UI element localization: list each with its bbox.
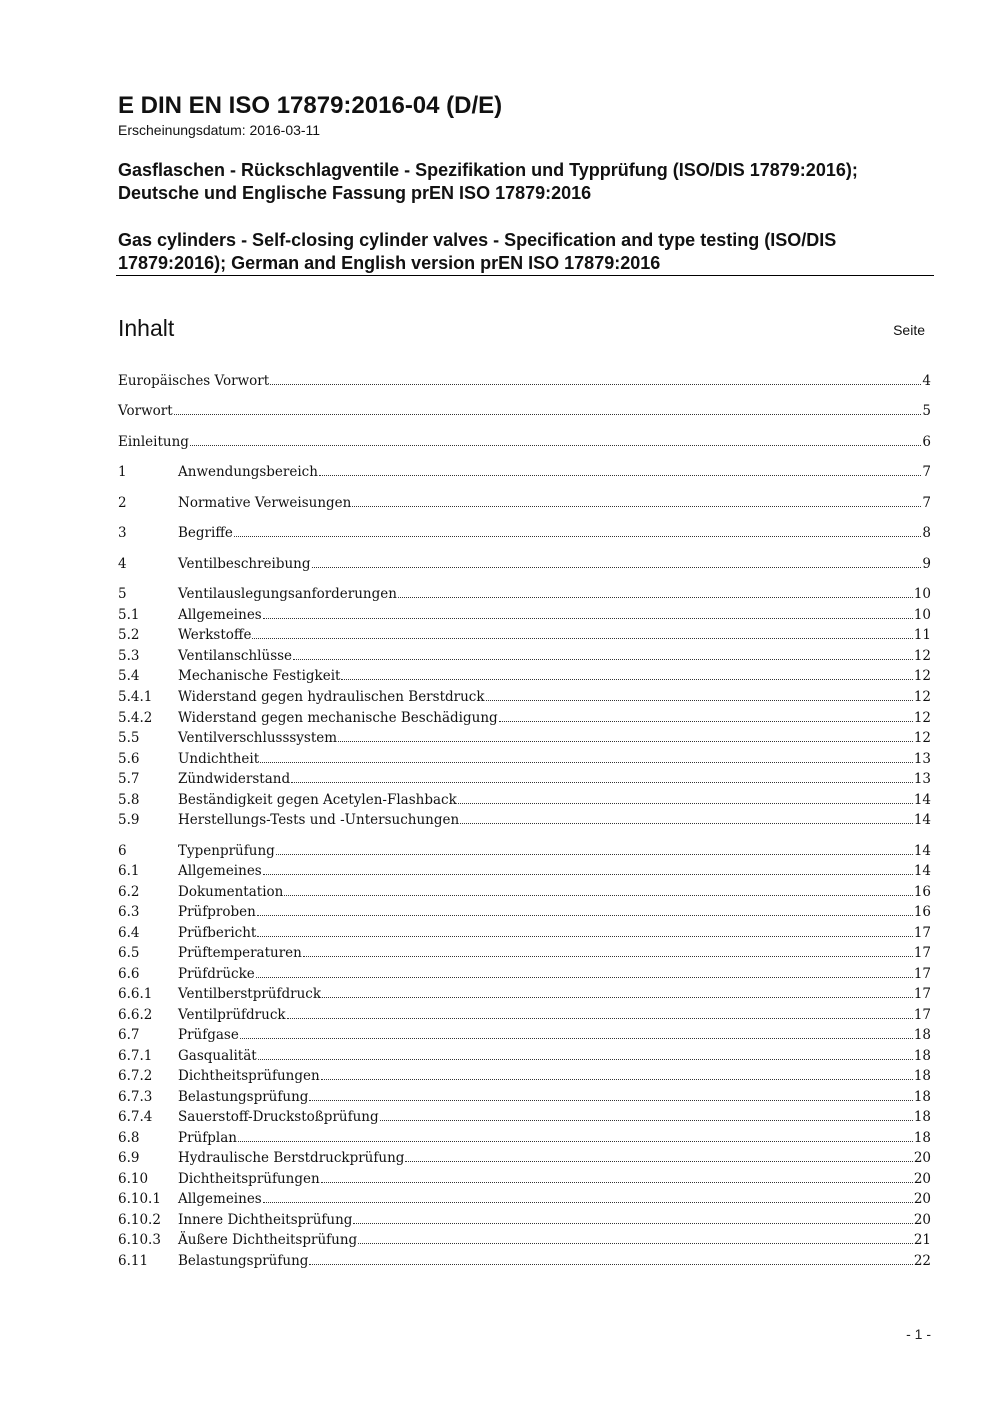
toc-entry[interactable] xyxy=(118,1169,931,1189)
toc-dot-leader xyxy=(486,688,913,701)
toc-dot-leader xyxy=(257,903,913,916)
toc-entry-page: 16 xyxy=(913,884,931,900)
toc-dot-leader xyxy=(276,842,913,855)
toc-entry-title: Begriffe xyxy=(178,525,233,541)
toc-entry-number: 5.2 xyxy=(118,627,140,643)
toc-entry[interactable] xyxy=(118,1128,931,1148)
toc-entry-page: 14 xyxy=(913,792,931,808)
toc-entry-number: 6.5 xyxy=(118,945,140,961)
toc-entry-page: 11 xyxy=(913,627,931,643)
toc-entry[interactable] xyxy=(118,790,931,810)
toc-dot-leader xyxy=(174,402,922,415)
toc-entry[interactable] xyxy=(118,902,931,922)
toc-entry-page: 7 xyxy=(922,464,931,480)
toc-dot-leader xyxy=(258,1047,913,1060)
toc-entry-page: 10 xyxy=(913,586,931,602)
toc-dot-leader xyxy=(309,1252,912,1265)
toc-entry[interactable] xyxy=(118,523,931,543)
toc-entry[interactable] xyxy=(118,1005,931,1025)
toc-entry-page: 10 xyxy=(913,607,931,623)
toc-entry-number: 5.5 xyxy=(118,730,140,746)
toc-dot-leader xyxy=(284,883,912,896)
toc-entry[interactable] xyxy=(118,749,931,769)
toc-entry-page: 12 xyxy=(913,730,931,746)
page-number: - 1 - xyxy=(906,1326,931,1342)
toc-entry-number: 5 xyxy=(118,586,127,602)
toc-entry-number: 6.11 xyxy=(118,1253,149,1269)
toc-entry-page: 13 xyxy=(913,751,931,767)
toc-dot-leader xyxy=(190,433,921,446)
toc-entry-title: Innere Dichtheitsprüfung xyxy=(178,1212,353,1228)
toc-dot-leader xyxy=(353,1211,912,1224)
toc-entry[interactable] xyxy=(118,1210,931,1230)
toc-entry-page: 17 xyxy=(913,1007,931,1023)
document-title: E DIN EN ISO 17879:2016-04 (D/E) xyxy=(118,92,503,119)
toc-entry-number: 4 xyxy=(118,556,127,572)
toc-entry-title: Prüfgase xyxy=(178,1027,239,1043)
toc-entry-title: Vorwort xyxy=(118,403,173,419)
toc-entry-number: 6.10.1 xyxy=(118,1191,161,1207)
toc-entry-number: 3 xyxy=(118,525,127,541)
toc-entry-title: Ventilberstprüfdruck xyxy=(178,986,322,1002)
toc-entry-title: Ventilanschlüsse xyxy=(178,648,293,664)
toc-entry-number: 5.4.2 xyxy=(118,710,153,726)
toc-entry-page: 5 xyxy=(922,403,931,419)
toc-dot-leader xyxy=(398,585,913,598)
toc-entry-title: Prüfproben xyxy=(178,904,256,920)
toc-entry-page: 4 xyxy=(922,373,931,389)
toc-entry-number: 6.4 xyxy=(118,925,140,941)
toc-entry[interactable] xyxy=(118,943,931,963)
toc-entry[interactable] xyxy=(118,462,931,482)
toc-entry[interactable] xyxy=(118,841,931,861)
toc-entry-number: 6.10 xyxy=(118,1171,149,1187)
toc-entry[interactable] xyxy=(118,984,931,1004)
toc-entry-title: Typenprüfung xyxy=(178,843,275,859)
toc-entry-number: 5.4 xyxy=(118,668,140,684)
toc-dot-leader xyxy=(338,729,913,742)
toc-entry-title: Normative Verweisungen xyxy=(178,495,352,511)
toc-entry-title: Beständigkeit gegen Acetylen-Flashback xyxy=(178,792,457,808)
toc-dot-leader xyxy=(309,1088,912,1101)
toc-entry-number: 6.7.1 xyxy=(118,1048,153,1064)
toc-dot-leader xyxy=(358,1231,913,1244)
toc-entry[interactable] xyxy=(118,432,931,452)
toc-entry[interactable] xyxy=(118,923,931,943)
toc-entry-title: Herstellungs-Tests und -Untersuchungen xyxy=(178,812,460,828)
toc-entry-number: 2 xyxy=(118,495,127,511)
toc-entry-title: Allgemeines xyxy=(178,863,262,879)
toc-dot-leader xyxy=(252,626,912,639)
toc-entry-title: Dichtheitsprüfungen xyxy=(178,1068,320,1084)
toc-entry-number: 5.1 xyxy=(118,607,140,623)
toc-dot-leader xyxy=(322,985,913,998)
toc-entry[interactable] xyxy=(118,708,931,728)
toc-heading: Inhalt xyxy=(118,315,175,341)
toc-dot-leader xyxy=(293,647,913,660)
toc-entry[interactable] xyxy=(118,769,931,789)
toc-dot-leader xyxy=(234,524,922,537)
toc-entry-title: Einleitung xyxy=(118,434,189,450)
toc-entry-page: 18 xyxy=(913,1068,931,1084)
toc-entry-page: 8 xyxy=(922,525,931,541)
toc-dot-leader xyxy=(238,1129,913,1142)
toc-entry-number: 6.7.4 xyxy=(118,1109,153,1125)
toc-entry-number: 6.1 xyxy=(118,863,140,879)
toc-entry[interactable] xyxy=(118,605,931,625)
toc-entry-page: 20 xyxy=(913,1171,931,1187)
toc-entry-number: 5.7 xyxy=(118,771,140,787)
toc-entry[interactable] xyxy=(118,646,931,666)
title-english: Gas cylinders - Self-closing cylinder valves - Specification and type testing (ISO/DIS 17879:2016); German and English version prEN ISO 17879:2016 xyxy=(118,230,837,273)
toc-entry-title: Ventilprüfdruck xyxy=(178,1007,286,1023)
toc-entry-number: 6.6.1 xyxy=(118,986,153,1002)
toc-entry-number: 1 xyxy=(118,464,127,480)
toc-entry[interactable] xyxy=(118,1025,931,1045)
toc-entry-title: Widerstand gegen hydraulischen Berstdruck xyxy=(178,689,485,705)
toc-entry-title: Belastungsprüfung xyxy=(178,1089,309,1105)
toc-entry-number: 6.10.2 xyxy=(118,1212,161,1228)
toc-dot-leader xyxy=(263,606,913,619)
toc-dot-leader xyxy=(260,750,913,763)
toc-entry[interactable] xyxy=(118,964,931,984)
toc-entry-page: 7 xyxy=(922,495,931,511)
toc-entry[interactable] xyxy=(118,1230,931,1250)
toc-dot-leader xyxy=(312,555,922,568)
toc-dot-leader xyxy=(291,770,913,783)
toc-entry-number: 5.3 xyxy=(118,648,140,664)
toc-entry-page: 9 xyxy=(922,556,931,572)
toc-dot-leader xyxy=(263,1190,913,1203)
toc-entry-title: Äußere Dichtheitsprüfung xyxy=(178,1232,358,1248)
toc-entry-title: Ventilauslegungsanforderungen xyxy=(178,586,397,602)
toc-dot-leader xyxy=(256,965,913,978)
toc-entry[interactable] xyxy=(118,728,931,748)
toc-entry-number: 6.7.3 xyxy=(118,1089,153,1105)
toc-dot-leader xyxy=(352,494,921,507)
toc-entry[interactable] xyxy=(118,882,931,902)
toc-entry-title: Europäisches Vorwort xyxy=(118,373,270,389)
toc-entry-page: 17 xyxy=(913,986,931,1002)
toc-entry-page: 18 xyxy=(913,1048,931,1064)
toc-entry-title: Dokumentation xyxy=(178,884,284,900)
toc-entry-number: 6.6 xyxy=(118,966,140,982)
toc-entry-page: 12 xyxy=(913,710,931,726)
toc-entry[interactable] xyxy=(118,861,931,881)
toc-entry-title: Prüfplan xyxy=(178,1130,237,1146)
toc-dot-leader xyxy=(270,372,921,385)
toc-dot-leader xyxy=(257,924,913,937)
toc-entry-page: 17 xyxy=(913,966,931,982)
toc-entry-page: 20 xyxy=(913,1212,931,1228)
toc-dot-leader xyxy=(458,791,913,804)
toc-dot-leader xyxy=(380,1108,913,1121)
toc-entry[interactable] xyxy=(118,493,931,513)
toc-entry-number: 6.8 xyxy=(118,1130,140,1146)
toc-entry-page: 22 xyxy=(913,1253,931,1269)
toc-entry-title: Allgemeines xyxy=(178,1191,262,1207)
toc-entry[interactable] xyxy=(118,584,931,604)
toc-entry-page: 13 xyxy=(913,771,931,787)
toc-entry-page: 14 xyxy=(913,863,931,879)
toc-entry-number: 6.7.2 xyxy=(118,1068,153,1084)
toc-entry-number: 6.9 xyxy=(118,1150,140,1166)
toc-entry[interactable] xyxy=(118,1066,931,1086)
toc-entry-title: Mechanische Festigkeit xyxy=(178,668,341,684)
toc-dot-leader xyxy=(405,1149,912,1162)
toc-entry-page: 17 xyxy=(913,925,931,941)
toc-entry-title: Prüfbericht xyxy=(178,925,257,941)
toc-entry-page: 20 xyxy=(913,1191,931,1207)
toc-entry[interactable] xyxy=(118,810,931,830)
title-german: Gasflaschen - Rückschlagventile - Spezifikation und Typprüfung (ISO/DIS 17879:2016); Deutsche und Englische Fassung prEN ISO 17879:2016 xyxy=(118,160,858,203)
toc-entry-number: 5.6 xyxy=(118,751,140,767)
toc-entry[interactable] xyxy=(118,371,931,391)
toc-entry-number: 6.6.2 xyxy=(118,1007,153,1023)
toc-entry[interactable] xyxy=(118,1087,931,1107)
toc-dot-leader xyxy=(321,1170,913,1183)
toc-entry[interactable] xyxy=(118,687,931,707)
toc-entry-number: 5.9 xyxy=(118,812,140,828)
toc-entry-title: Belastungsprüfung xyxy=(178,1253,309,1269)
toc-entry-number: 5.8 xyxy=(118,792,140,808)
toc-entry-page: 18 xyxy=(913,1130,931,1146)
toc-dot-leader xyxy=(460,811,913,824)
toc-entry-page: 17 xyxy=(913,945,931,961)
toc-dot-leader xyxy=(341,667,912,680)
toc-entry-page: 16 xyxy=(913,904,931,920)
toc-entry[interactable] xyxy=(118,1148,931,1168)
toc-dot-leader xyxy=(240,1026,913,1039)
toc-entry-page: 14 xyxy=(913,812,931,828)
toc-dot-leader xyxy=(321,1067,913,1080)
toc-dot-leader xyxy=(303,944,913,957)
toc-entry[interactable] xyxy=(118,401,931,421)
toc-entry-title: Prüftemperaturen xyxy=(178,945,302,961)
toc-dot-leader xyxy=(287,1006,913,1019)
toc-entry-title: Dichtheitsprüfungen xyxy=(178,1171,320,1187)
toc-entry-title: Ventilverschlusssystem xyxy=(178,730,338,746)
toc-entry-number: 6.10.3 xyxy=(118,1232,161,1248)
toc-entry[interactable] xyxy=(118,1251,931,1271)
toc-entry[interactable] xyxy=(118,1046,931,1066)
toc-entry-number: 6 xyxy=(118,843,127,859)
table-of-contents xyxy=(118,0,931,1403)
toc-entry-page: 18 xyxy=(913,1027,931,1043)
toc-entry-page: 12 xyxy=(913,668,931,684)
toc-dot-leader xyxy=(499,709,913,722)
toc-entry-number: 6.7 xyxy=(118,1027,140,1043)
toc-entry-title: Undichtheit xyxy=(178,751,260,767)
toc-entry-title: Ventilbeschreibung xyxy=(178,556,311,572)
toc-entry-title: Gasqualität xyxy=(178,1048,257,1064)
toc-entry[interactable] xyxy=(118,554,931,574)
toc-entry-title: Prüfdrücke xyxy=(178,966,255,982)
toc-dot-leader xyxy=(319,463,921,476)
toc-entry-number: 5.4.1 xyxy=(118,689,153,705)
toc-entry-title: Hydraulische Berstdruckprüfung xyxy=(178,1150,405,1166)
toc-entry-title: Widerstand gegen mechanische Beschädigung xyxy=(178,710,498,726)
toc-entry-title: Sauerstoff-Druckstoßprüfung xyxy=(178,1109,379,1125)
toc-entry-title: Allgemeines xyxy=(178,607,262,623)
toc-entry-page: 12 xyxy=(913,648,931,664)
toc-entry-title: Anwendungsbereich xyxy=(178,464,318,480)
toc-page-label: Seite xyxy=(893,322,925,338)
toc-entry[interactable] xyxy=(118,1189,931,1209)
toc-entry-number: 6.2 xyxy=(118,884,140,900)
toc-entry-title: Werkstoffe xyxy=(178,627,252,643)
toc-entry-page: 18 xyxy=(913,1109,931,1125)
publication-date: Erscheinungsdatum: 2016-03-11 xyxy=(118,122,321,138)
toc-entry[interactable] xyxy=(118,1107,931,1127)
toc-entry[interactable] xyxy=(118,666,931,686)
toc-entry-page: 20 xyxy=(913,1150,931,1166)
toc-entry-page: 21 xyxy=(913,1232,931,1248)
toc-dot-leader xyxy=(263,862,913,875)
toc-entry[interactable] xyxy=(118,625,931,645)
toc-entry-title: Zündwiderstand xyxy=(178,771,291,787)
toc-entry-number: 6.3 xyxy=(118,904,140,920)
toc-entry-page: 6 xyxy=(922,434,931,450)
toc-entry-page: 14 xyxy=(913,843,931,859)
toc-entry-page: 18 xyxy=(913,1089,931,1105)
toc-entry-page: 12 xyxy=(913,689,931,705)
